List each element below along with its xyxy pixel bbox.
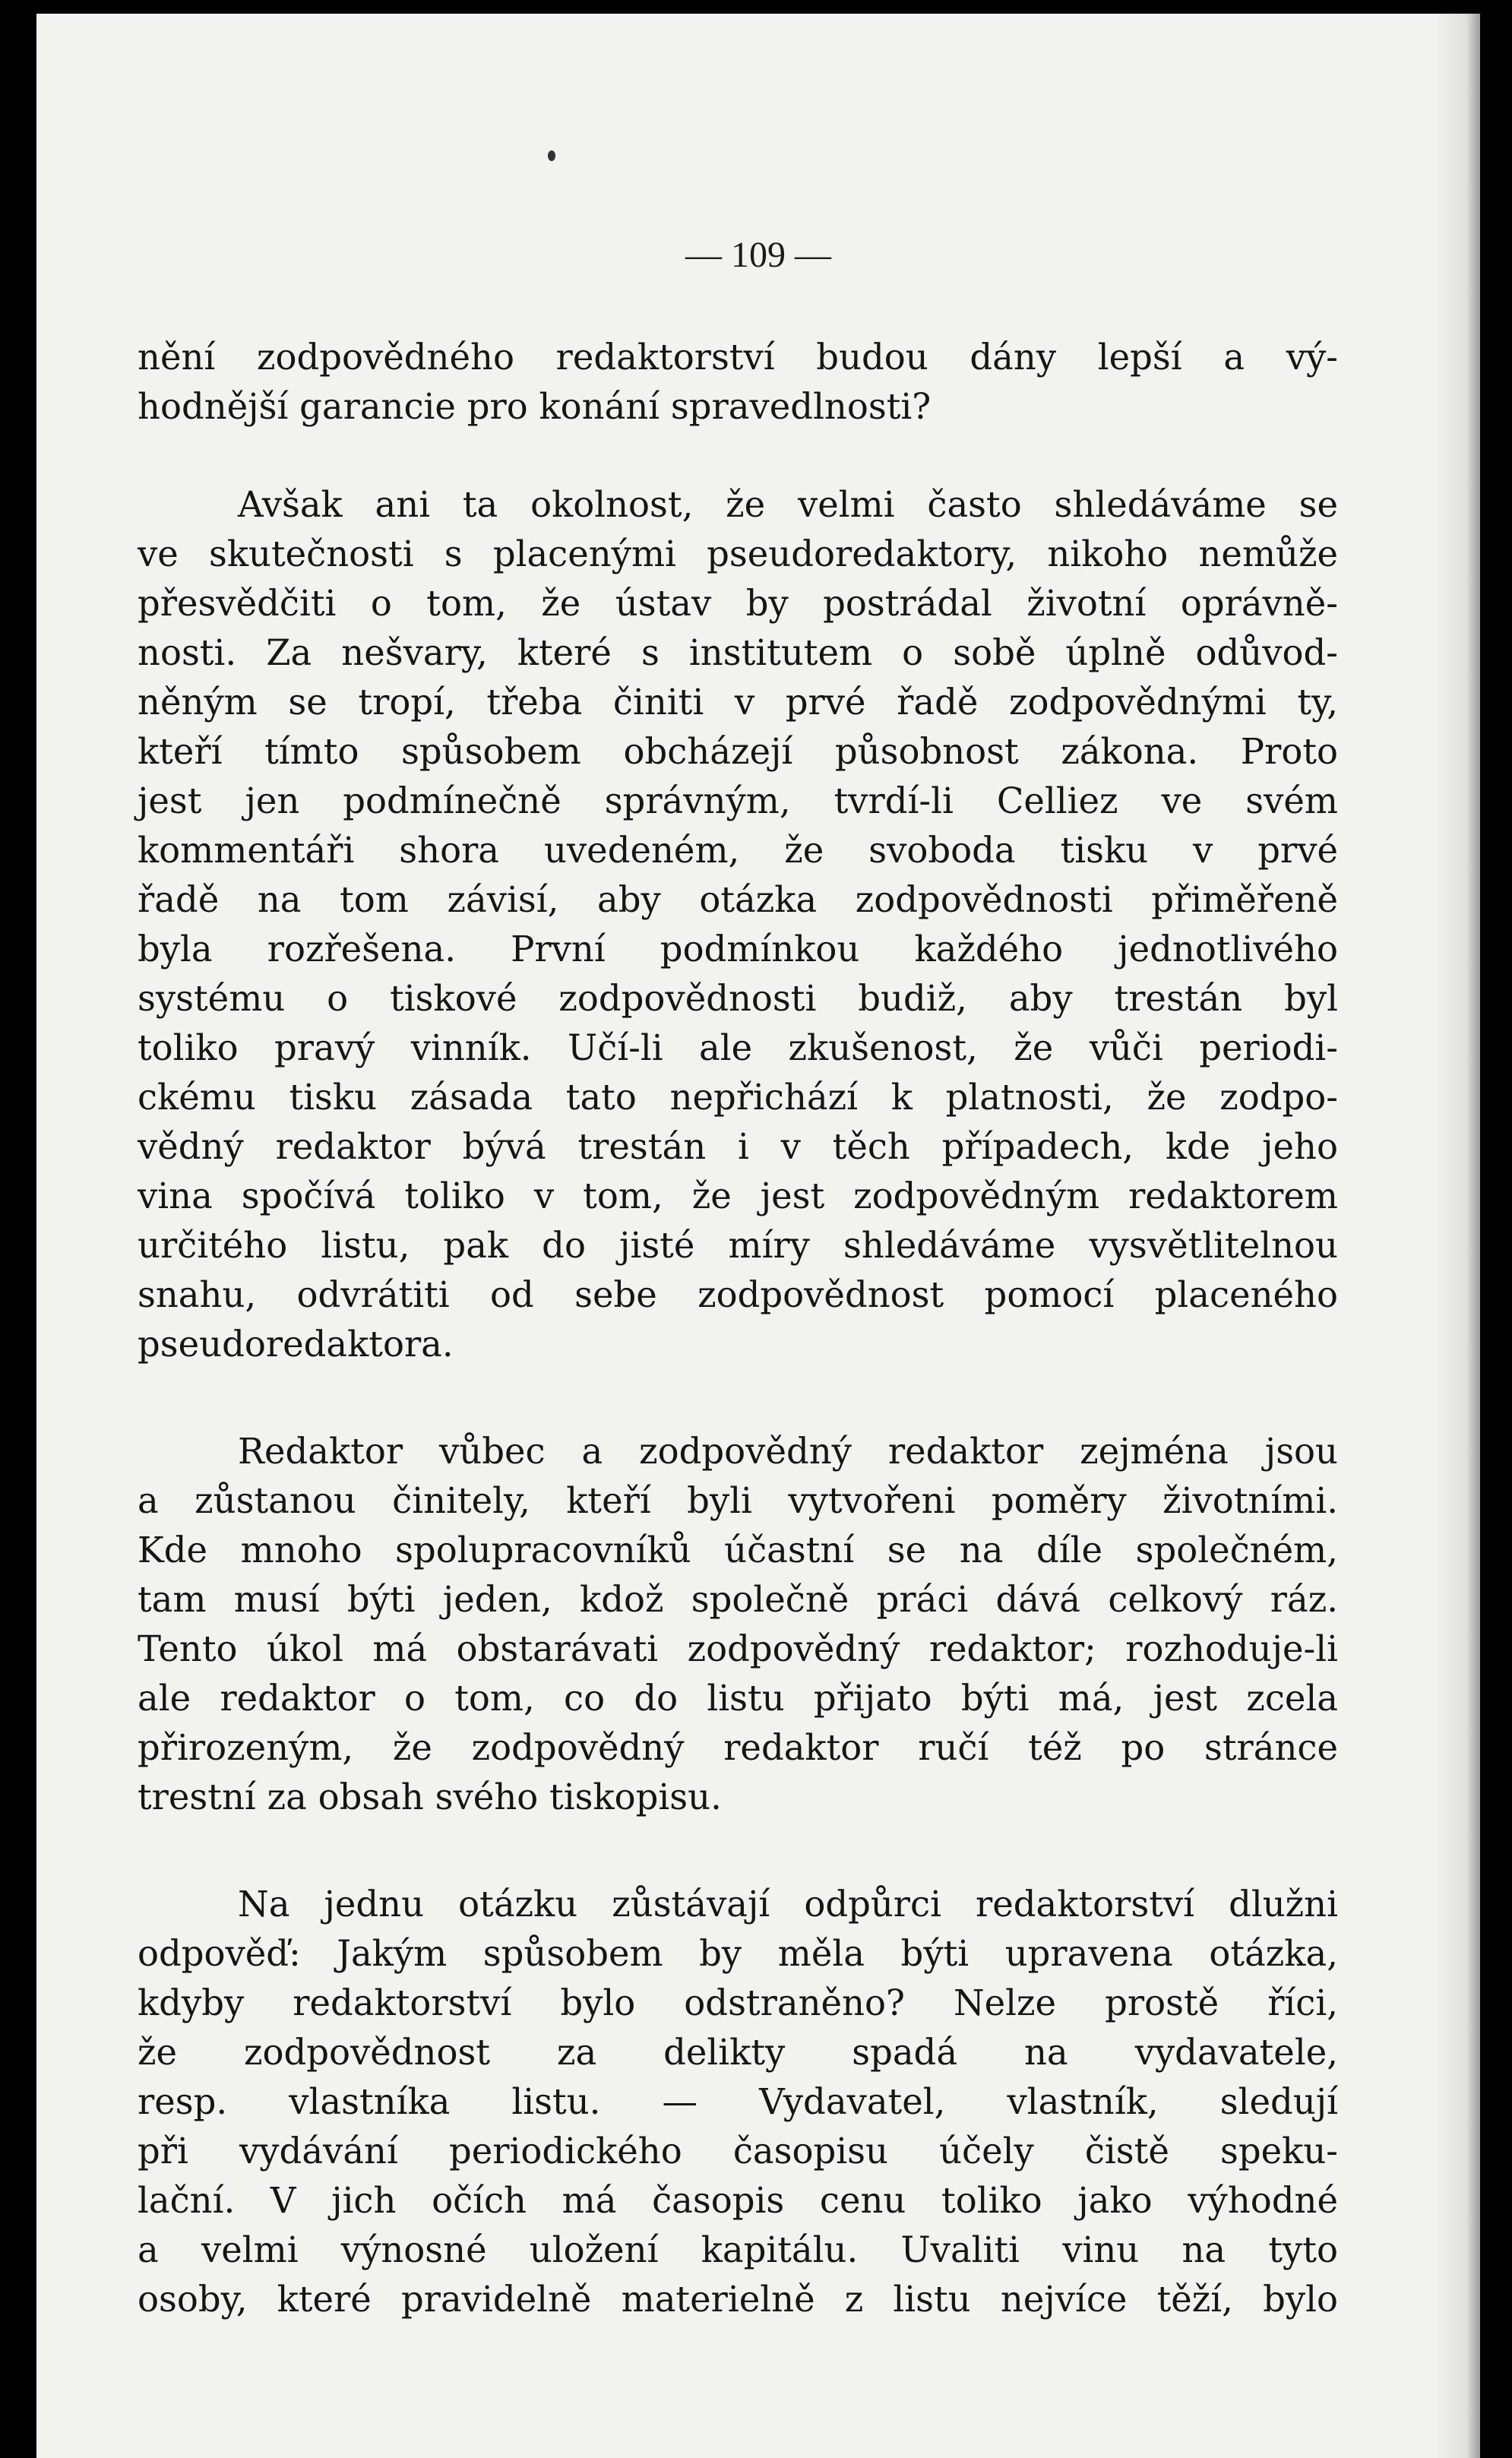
text-line: osoby, které pravidelně materielně z listu nejvíce těží, bylo [138,2279,1338,2320]
text-line: vina spočívá toliko v tom, že jest zodpovědným redaktorem [138,1175,1338,1216]
text-line: Redaktor vůbec a zodpovědný redaktor zejména jsou [238,1431,1338,1472]
body-text [138,333,1338,2324]
text-line: trestní za obsah svého tiskopisu. [138,1776,722,1817]
text-line: systému o tiskové zodpovědnosti budiž, aby trestán byl [138,978,1338,1019]
text-line: jest jen podmínečně správným, tvrdí-li Celliez ve svém [138,780,1338,821]
text-line: kdyby redaktorství bylo odstraněno? Nelze prostě říci, [138,1982,1338,2023]
text-line: hodnější garancie pro konání spravedlnosti? [138,386,932,427]
text-line: vědný redaktor bývá trestán i v těch případech, kde jeho [138,1126,1338,1167]
text-line: Kde mnoho spolupracovníků účastní se na díle společném, [138,1530,1338,1571]
text-line: kteří tímto spůsobem obcházejí působnost zákona. Proto [138,731,1338,772]
text-line: resp. vlastníka listu. — Vydavatel, vlastník, sledují [138,2081,1338,2122]
ink-spot-mark [548,150,555,161]
text-line: toliko pravý vinník. Učí-li ale zkušenost, že vůči periodi- [138,1027,1338,1068]
text-line: kommentáři shora uvedeném, že svoboda tisku v prvé [138,830,1338,871]
text-line: nění zodpovědného redaktorství budou dány lepší a vý- [138,337,1338,378]
text-line: byla rozřešena. První podmínkou každého jednotlivého [138,928,1338,970]
text-line: přesvědčiti o tom, že ústav by postrádal životní oprávně- [138,583,1338,624]
scanned-page [36,14,1480,2458]
text-line: Tento úkol má obstarávati zodpovědný redaktor; rozhoduje-li [138,1628,1338,1669]
text-line: pseudoredaktora. [138,1324,454,1365]
page-number: — 109 — [685,235,831,275]
text-line: ckému tisku zásada tato nepřichází k platnosti, že zodpo- [138,1077,1338,1118]
text-line: Avšak ani ta okolnost, že velmi často shledáváme se [238,484,1338,525]
text-line: snahu, odvrátiti od sebe zodpovědnost pomocí placeného [138,1274,1338,1315]
text-line: řadě na tom závisí, aby otázka zodpovědnosti přiměřeně [138,879,1338,920]
scan-shadow-edge [1435,14,1480,2458]
text-line: přirozeným, že zodpovědný redaktor ručí též po stránce [138,1727,1338,1768]
text-line: Na jednu otázku zůstávají odpůrci redaktorství dlužni [238,1884,1338,1925]
text-line: určitého listu, pak do jisté míry shledáváme vysvětlitelnou [138,1225,1338,1266]
text-line: ve skutečnosti s placenými pseudoredaktory, nikoho nemůže [138,533,1338,574]
text-line: že zodpovědnost za delikty spadá na vydavatele, [138,2032,1338,2073]
text-line: nosti. Za nešvary, které s institutem o sobě úplně odůvod- [138,632,1338,673]
text-line: odpověď: Jakým spůsobem by měla býti upravena otázka, [138,1933,1338,1974]
paragraph-gap [138,432,1338,480]
paragraph-gap [138,1369,1338,1427]
text-line: při vydávání periodického časopisu účely čistě speku- [138,2131,1338,2172]
text-line: a zůstanou činitely, kteří byli vytvořeni poměry životními. [138,1480,1338,1521]
text-line: lační. V jich očích má časopis cenu toliko jako výhodné [138,2180,1338,2221]
text-line: něným se tropí, třeba činiti v prvé řadě zodpovědnými ty, [138,682,1338,723]
text-line: tam musí býti jeden, kdož společně práci dává celkový ráz. [138,1579,1338,1620]
text-line: a velmi výnosné uložení kapitálu. Uvaliti vinu na tyto [138,2229,1338,2270]
text-line: ale redaktor o tom, co do listu přijato býti má, jest zcela [138,1678,1338,1719]
paragraph-gap [138,1822,1338,1880]
